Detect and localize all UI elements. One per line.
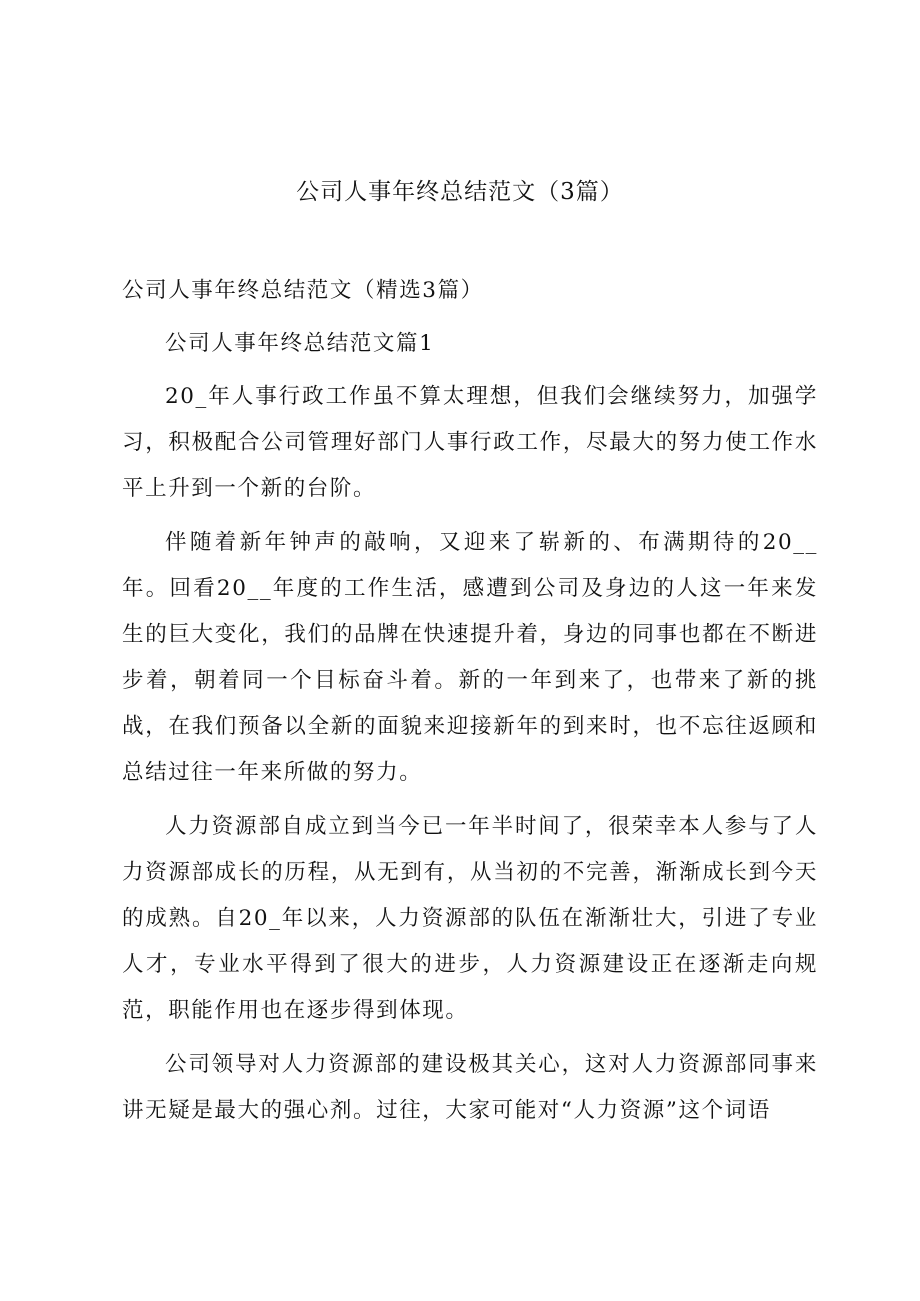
paragraph-2: 伴随着新年钟声的敲响，又迎来了崭新的、布满期待的20__年。回看20__年度的工作生活，感遭到公司及身边的人这一年来发生的巨大变化，我们的品牌在快速提升着，身边的同事也都在不断进步着，朝着同一个目标奋斗着。新的一年到来了，也带来了新的挑战，在我们预备以全新的面貌来迎接新年的到来时，也不忘往返顾和总结过往一年来所做的努力。	[122, 530, 818, 785]
document-body	[122, 268, 818, 1134]
document-subtitle: 公司人事年终总结范文（精选3篇）	[122, 278, 484, 303]
paragraph-1: 20_年人事行政工作虽不算太理想，但我们会继续努力，加强学习，积极配合公司管理好部门人事行政工作，尽最大的努力使工作水平上升到一个新的台阶。	[122, 384, 818, 501]
paragraph-4: 公司领导对人力资源部的建设极其关心，这对人力资源部同事来讲无疑是最大的强心剂。过往，大家可能对“人力资源”这个词语	[122, 1052, 818, 1123]
paragraph-3: 人力资源部自成立到当今已一年半时间了，很荣幸本人参与了人力资源部成长的历程，从无到有，从当初的不完善，渐渐成长到今天的成熟。自20_年以来，人力资源部的队伍在渐渐壮大，引进了专业人才，专业水平得到了很大的进步，人力资源建设正在逐渐走向规范，职能作用也在逐步得到体现。	[122, 814, 818, 1023]
document-title: 公司人事年终总结范文（3篇）	[296, 179, 624, 205]
section-heading: 公司人事年终总结范文篇1	[165, 331, 435, 356]
